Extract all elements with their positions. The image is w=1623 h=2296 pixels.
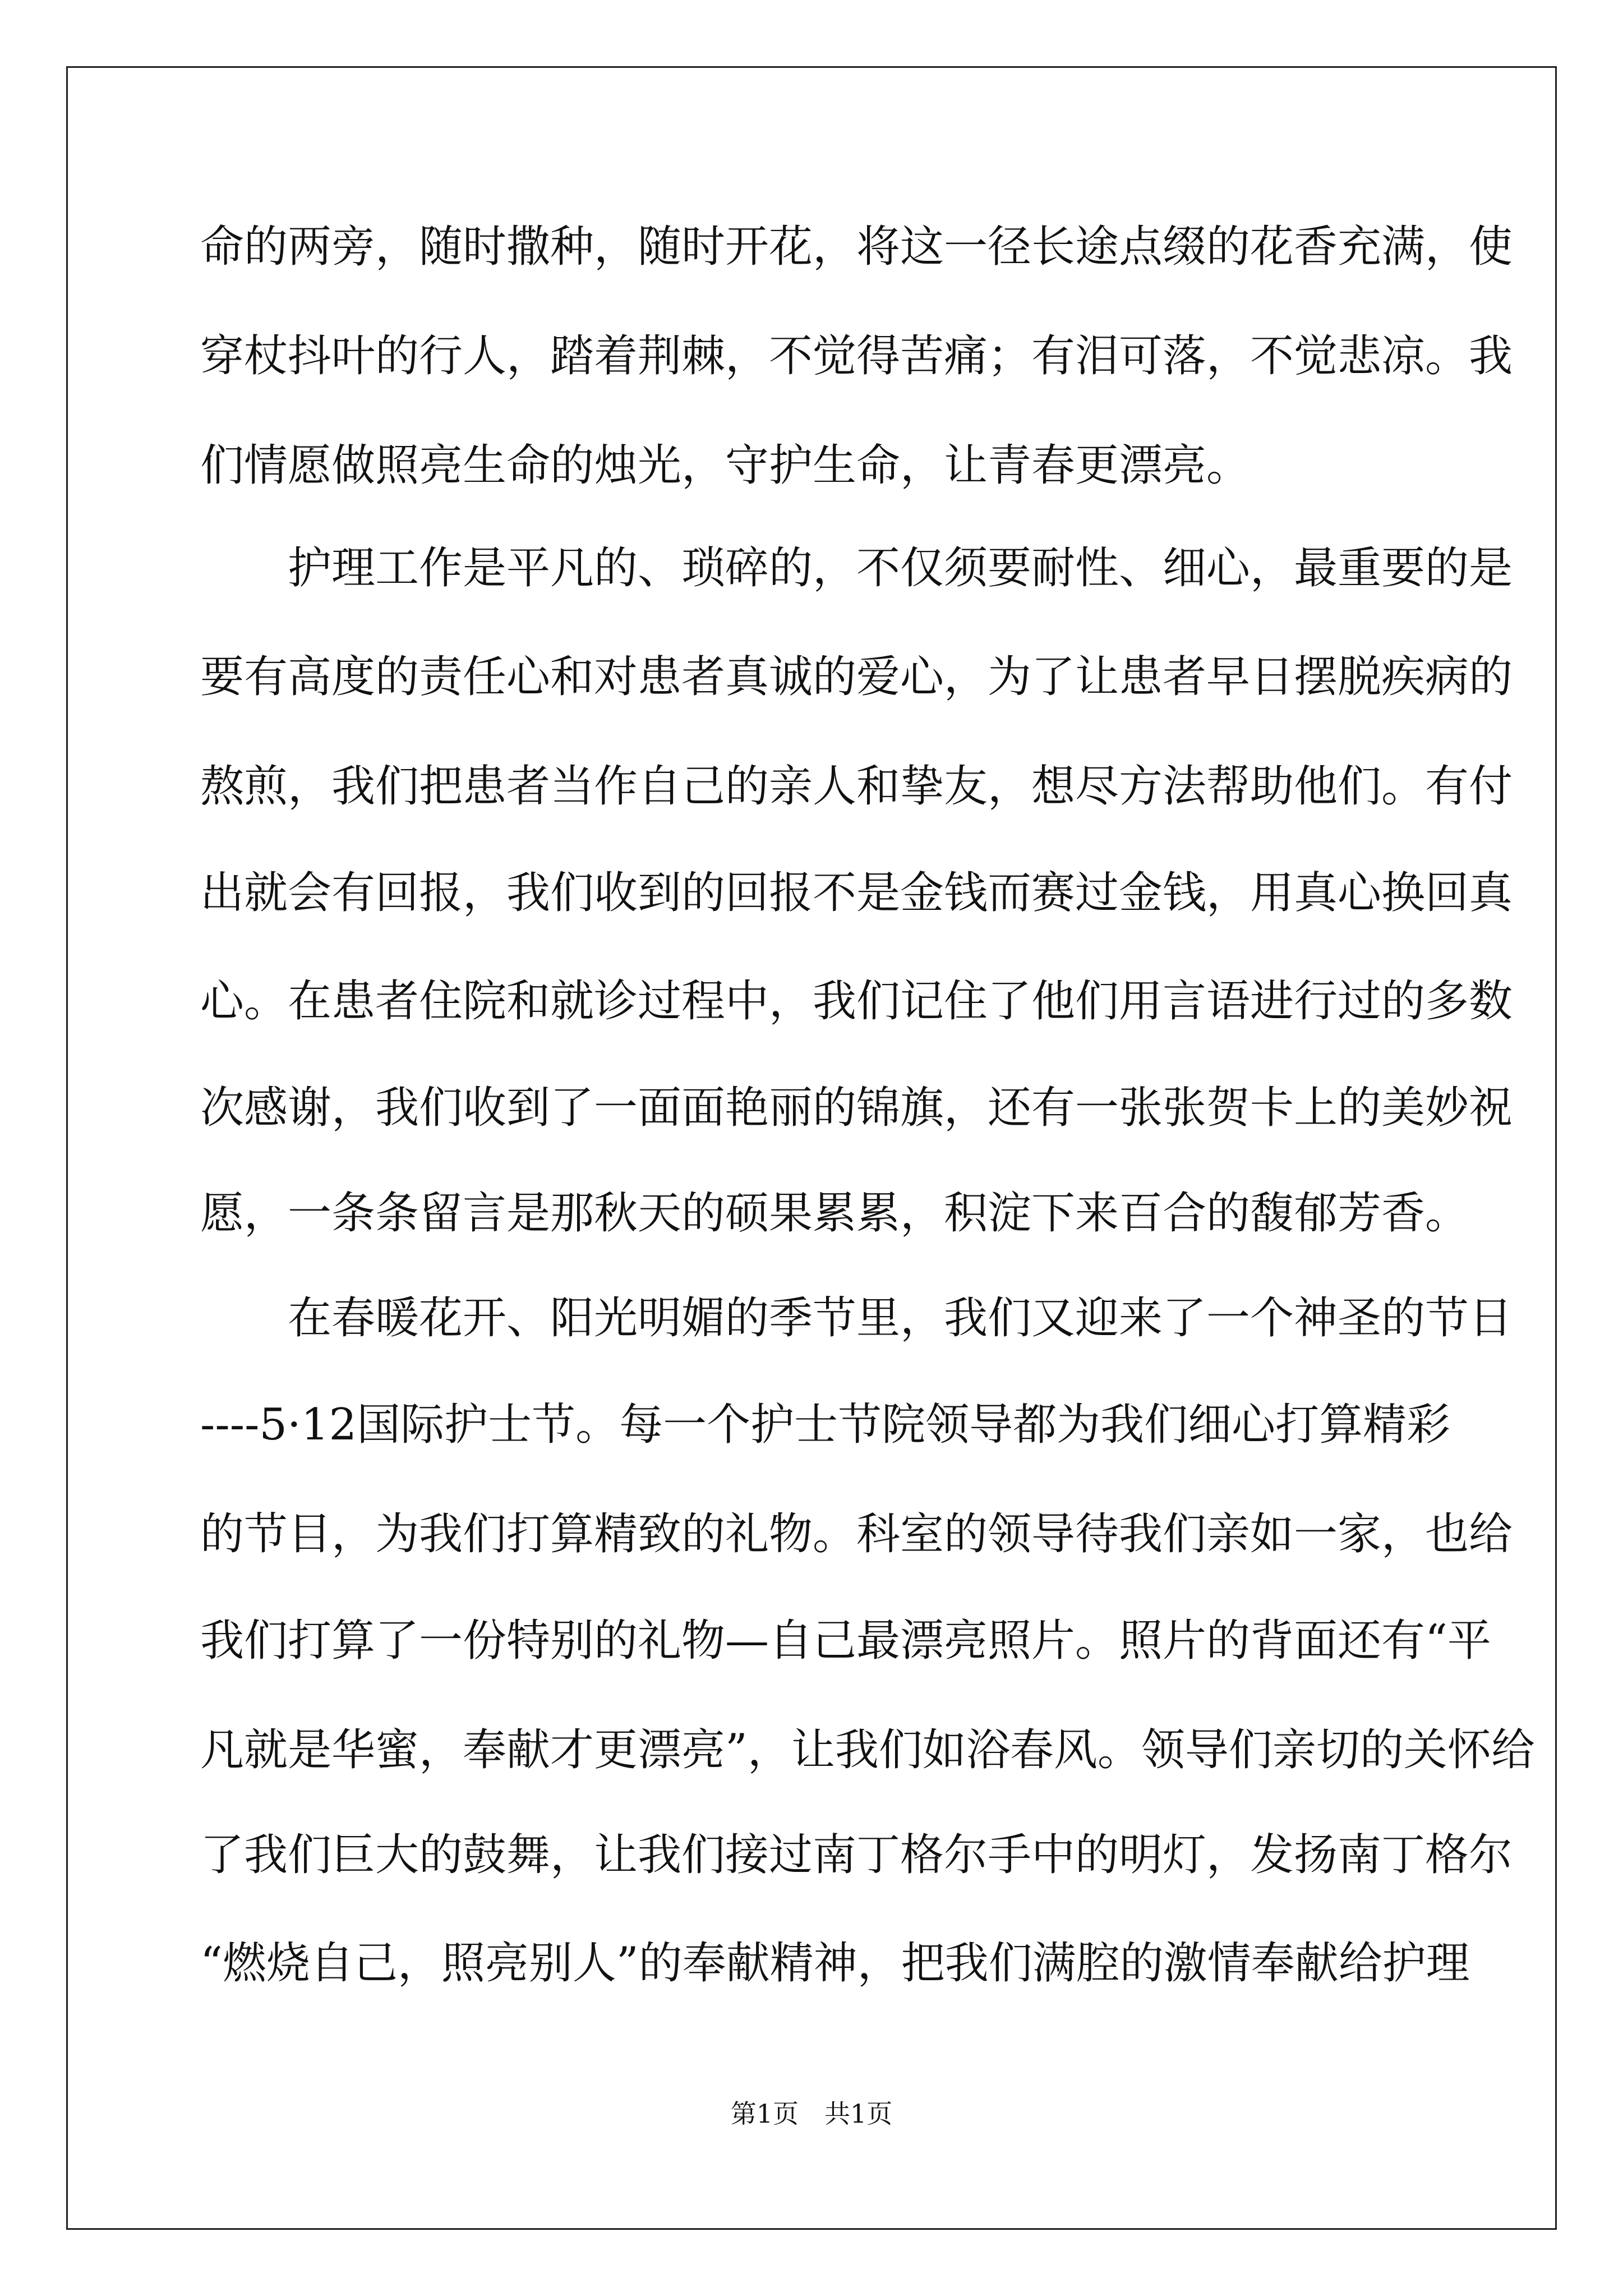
text-line: 穿杖抖叶的行人，踏着荆棘，不觉得苦痛；有泪可落，不觉悲凉。我 (200, 331, 1513, 381)
text-line: 凡就是华蜜，奉献才更漂亮”，让我们如浴春风。领导们亲切的关怀给 (200, 1725, 1535, 1775)
page-border (66, 66, 1557, 2230)
text-line: 在春暖花开、阳光明媚的季节里，我们又迎来了一个神圣的节日 (200, 1293, 1513, 1343)
text-line: 愿，一条条留言是那秋天的硕果累累，积淀下来百合的馥郁芳香。 (200, 1188, 1469, 1239)
text-line: 要有高度的责任心和对患者真诚的爱心，为了让患者早日摆脱疾病的 (200, 652, 1513, 702)
text-line: “燃烧自己，照亮别人”的奉献精神，把我们满腔的激情奉献给护理 (200, 1938, 1470, 1989)
text-line: 我们打算了一份特别的礼物—自己最漂亮照片。照片的背面还有“平 (200, 1616, 1491, 1666)
text-line: 心。在患者住院和就诊过程中，我们记住了他们用言语进行过的多数 (200, 976, 1513, 1027)
text-line: 次感谢，我们收到了一面面艳丽的锦旗，还有一张张贺卡上的美妙祝 (200, 1083, 1513, 1133)
text-line: 的节目，为我们打算精致的礼物。科室的领导待我们亲如一家，也给 (200, 1509, 1513, 1559)
text-line: 了我们巨大的鼓舞，让我们接过南丁格尔手中的明灯，发扬南丁格尔 (200, 1830, 1513, 1880)
text-line: 护理工作是平凡的、琐碎的，不仅须要耐性、细心，最重要的是 (200, 543, 1513, 593)
text-line: ----5·12国际护士节。每一个护士节院领导都为我们细心打算精彩 (200, 1400, 1451, 1450)
text-line: 命的两旁，随时撒种，随时开花，将这一径长途点缀的花香充满，使 (200, 222, 1513, 272)
text-line: 出就会有回报，我们收到的回报不是金钱而赛过金钱，用真心换回真 (200, 868, 1513, 918)
text-line: 们情愿做照亮生命的烛光，守护生命，让青春更漂亮。 (200, 440, 1251, 491)
text-line: 熬煎，我们把患者当作自己的亲人和挚友，想尽方法帮助他们。有付 (200, 761, 1513, 812)
page-footer: 第1页 共1页 (730, 2099, 893, 2129)
